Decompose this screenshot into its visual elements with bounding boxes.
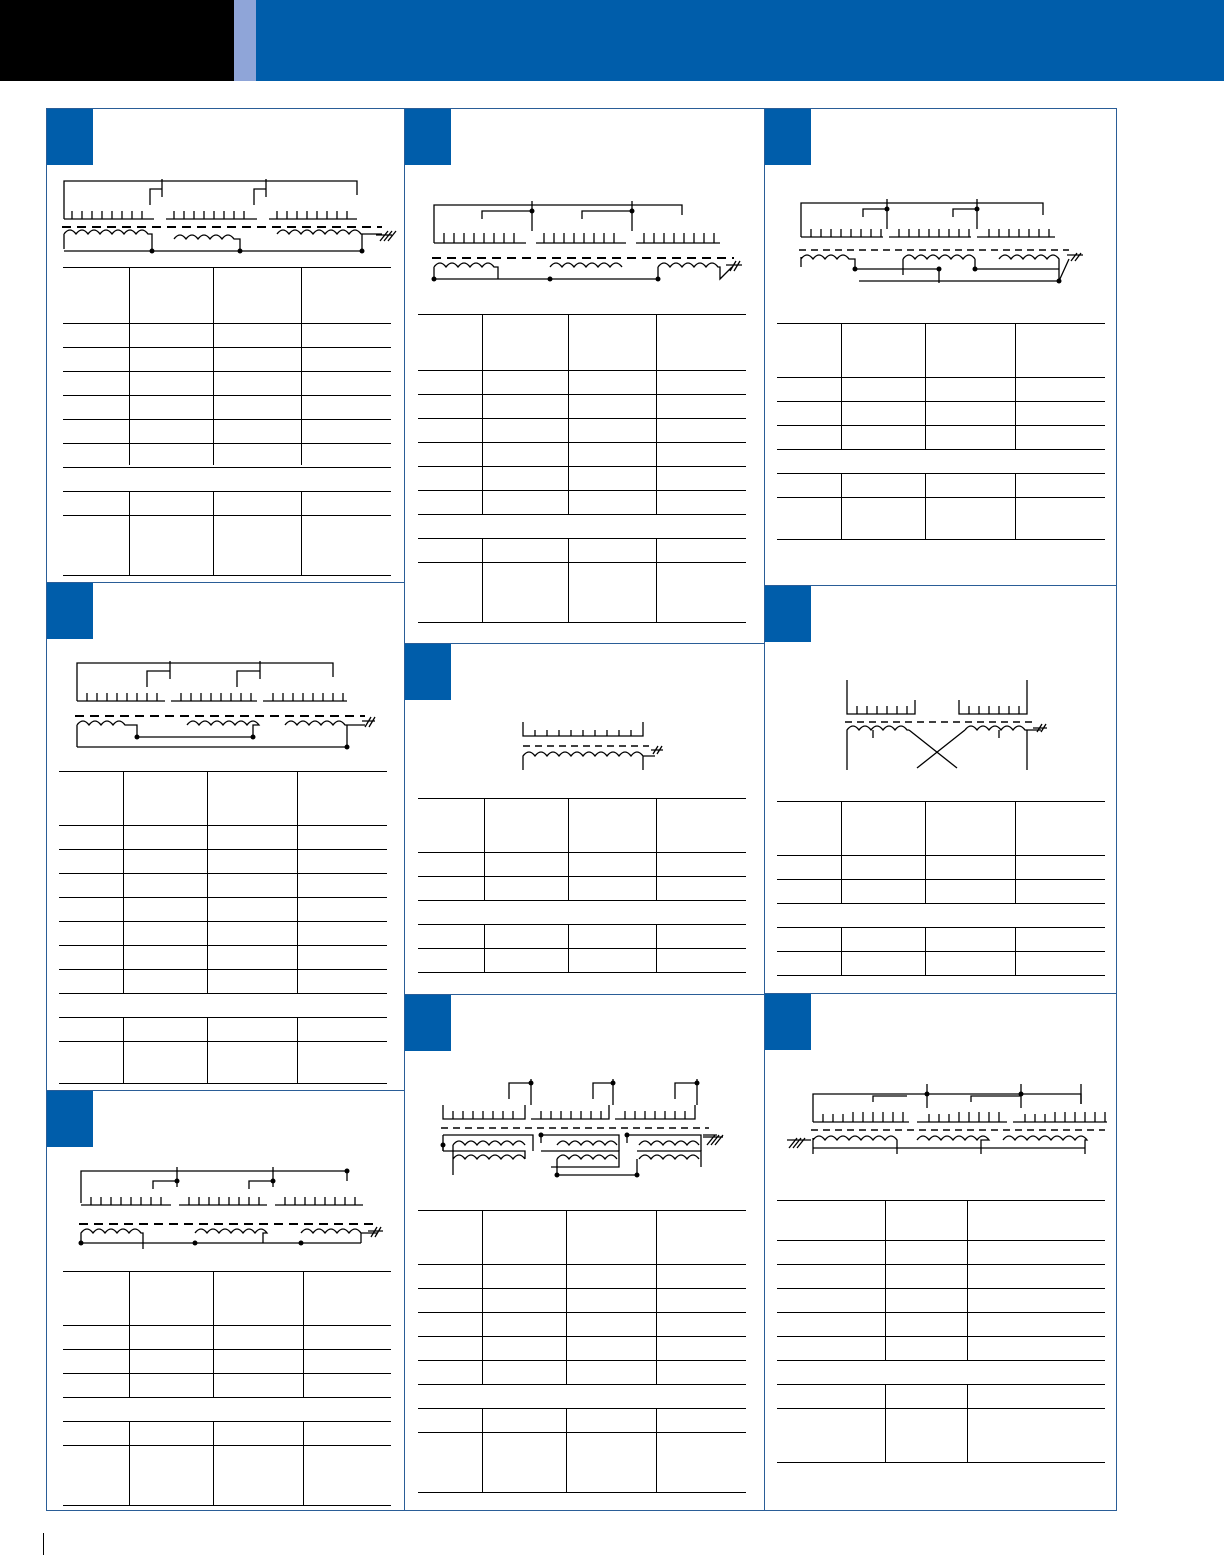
panel-badge [405, 109, 451, 165]
panel-1 [46, 108, 405, 583]
panel-8 [764, 585, 1117, 994]
panel-7 [764, 108, 1117, 586]
panel-badge [765, 994, 811, 1050]
spec-table [63, 267, 391, 577]
header-accent-stripe [234, 0, 256, 81]
wiring-diagram [62, 179, 392, 269]
page-edge-mark [43, 1533, 44, 1555]
spec-table [59, 771, 387, 1085]
wiring-diagram [845, 678, 1045, 774]
panel-badge [47, 109, 93, 165]
wiring-diagram [75, 661, 395, 751]
spec-table [418, 314, 746, 626]
spec-table [777, 323, 1105, 541]
panel-3 [46, 1090, 405, 1511]
panel-badge [47, 583, 93, 639]
panel-4 [404, 108, 765, 644]
spec-table [777, 801, 1105, 979]
wiring-diagram [521, 720, 671, 772]
wiring-diagram [79, 1163, 399, 1253]
panel-5 [404, 643, 765, 995]
header-black-block [0, 0, 234, 81]
spec-table [777, 1200, 1105, 1464]
spec-table [63, 1271, 391, 1507]
spec-table [418, 798, 746, 974]
wiring-diagram [441, 1079, 741, 1189]
panel-badge [405, 995, 451, 1051]
wiring-diagram [432, 197, 752, 287]
panel-2 [46, 582, 405, 1091]
spec-table [418, 1210, 746, 1494]
panel-badge [765, 109, 811, 165]
panel-badge [47, 1091, 93, 1147]
panel-9 [764, 993, 1117, 1511]
panel-6 [404, 994, 765, 1511]
panel-badge [765, 586, 811, 642]
wiring-diagram [785, 1082, 1105, 1172]
wiring-diagram [799, 197, 1099, 287]
panel-badge [405, 644, 451, 700]
